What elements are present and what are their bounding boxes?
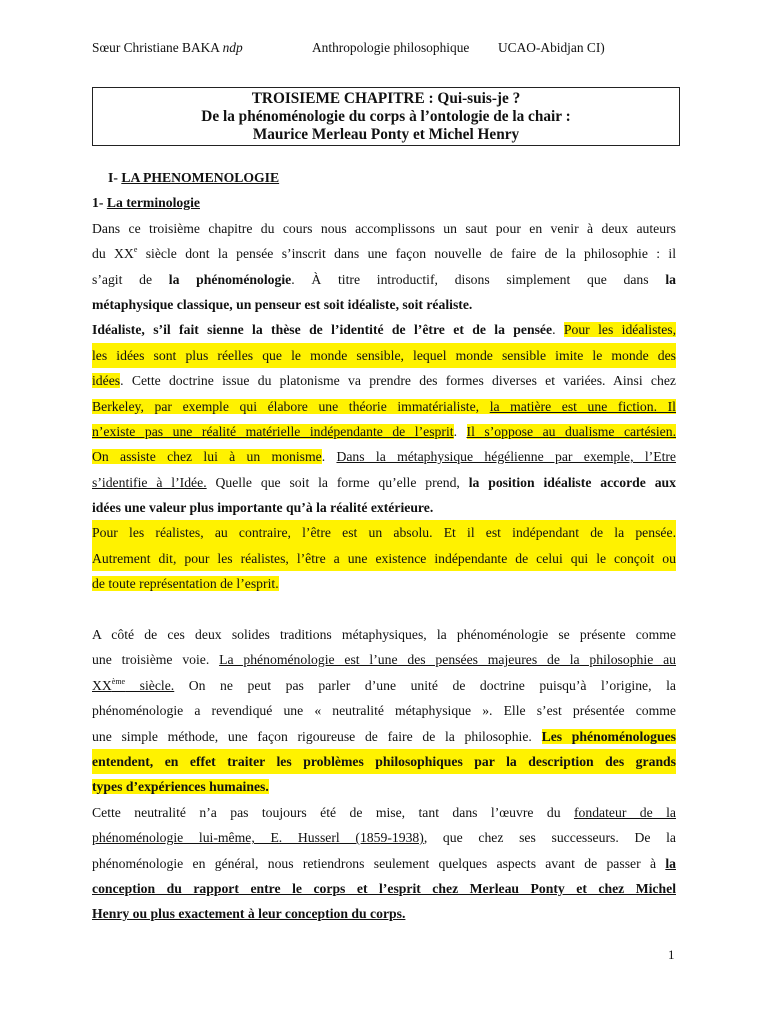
header-author: Sœur Christiane BAKA ndp [92,40,243,55]
text-line: idées. Cette doctrine issue du platonisme va prendre des formes diverses et variées. Ainsi chez [92,373,676,389]
text-line: idées une valeur plus importante qu’à la réalité extérieure. [92,500,434,516]
text-line: phénoménologie a revendiqué une « neutralité métaphysique ». Elle s’est présentée comme [92,703,676,719]
highlighted-line: Autrement dit, pour les réalistes, l’être a une existence indépendante de celui qui le conçoit ou [92,546,676,571]
highlighted-line: Pour les réalistes, au contraire, l’être est un absolu. Et il est indépendant de la pensée. [92,520,676,545]
text-line: s’agit de la phénoménologie. À titre introductif, disons simplement que dans la [92,271,676,287]
text-line: phénoménologie lui-même, E. Husserl (1859-1938), que chez ses successeurs. De la [92,830,676,846]
text-line: du XXe siècle dont la pensée s’inscrit dans une façon nouvelle de faire de la philosophie : il [92,245,676,262]
text-line: A côté de ces deux solides traditions métaphysiques, la phénoménologie se présente comme [92,627,676,643]
text-line: Idéaliste, s’il fait sienne la thèse de l’identité de l’être et de la pensée. Pour les idéalistes, [92,322,677,338]
text-line: types d’expériences humaines. [92,779,269,795]
paragraph-1 [92,216,676,318]
page-number: 1 [668,947,675,962]
text-line: conception du rapport entre le corps et l’esprit chez Merleau Ponty et chez Michel [92,880,676,896]
chapter-title-line3: Maurice Merleau Ponty et Michel Henry [252,126,520,143]
chapter-title-box [92,87,680,146]
text-line: une troisième voie. La phénoménologie est l’une des pensées majeures de la philosophie au [92,652,677,668]
subsection-heading: 1- La terminologie [92,195,200,211]
text-line: phénoménologie en général, nous retiendrons seulement quelques aspects avant de passer à la [92,855,676,871]
text-line: On assiste chez lui à un monisme. Dans la métaphysique hégélienne par exemple, l’Etre [92,449,677,465]
highlighted-line: les idées sont plus réelles que le monde sensible, lequel monde sensible imite le monde des [92,343,676,368]
text-line: Cette neutralité n’a pas toujours été de mise, tant dans l’œuvre du fondateur de la [92,804,676,820]
text-line: Dans ce troisième chapitre du cours nous accomplissons un saut pour en venir à deux auteurs [92,220,676,236]
paragraph-2 [92,317,676,520]
section-heading: I- LA PHENOMENOLOGIE [108,170,280,185]
chapter-title-line1: TROISIEME CHAPITRE : Qui-suis-je ? [251,90,521,107]
chapter-title-line2: De la phénoménologie du corps à l’ontologie de la chair : [201,108,571,125]
header-course: Anthropologie philosophique [312,40,470,55]
paragraph-spacer [92,597,676,622]
text-line: s’identifie à l’Idée. Quelle que soit la forme qu’elle prend, la position idéaliste accorde aux [92,474,677,490]
text-line: n’existe pas une réalité matérielle indépendante de l’esprit. Il s’oppose au dualisme cartésien. [92,423,677,439]
text-line: de toute représentation de l’esprit. [92,576,279,592]
document-body [92,165,676,927]
highlighted-line: entendent, en effet traiter les problèmes philosophiques par la description des grands [92,749,676,774]
text-line: XXème siècle. On ne peut pas parler d’une unité de doctrine puisqu’à l’origine, la [92,676,676,693]
paragraph-4 [92,622,676,800]
paragraph-5 [92,800,676,927]
header-institution: UCAO-Abidjan CI) [498,40,605,55]
text-line: une simple méthode, une façon rigoureuse de faire de la philosophie. Les phénoménologues [92,728,676,744]
text-line: Berkeley, par exemple qui élabore une théorie immatérialiste, la matière est une fiction. Il [92,398,676,414]
text-line: Henry ou plus exactement à leur conception du corps. [92,906,406,922]
text-line: métaphysique classique, un penseur est soit idéaliste, soit réaliste. [92,296,473,312]
paragraph-3 [92,520,676,596]
